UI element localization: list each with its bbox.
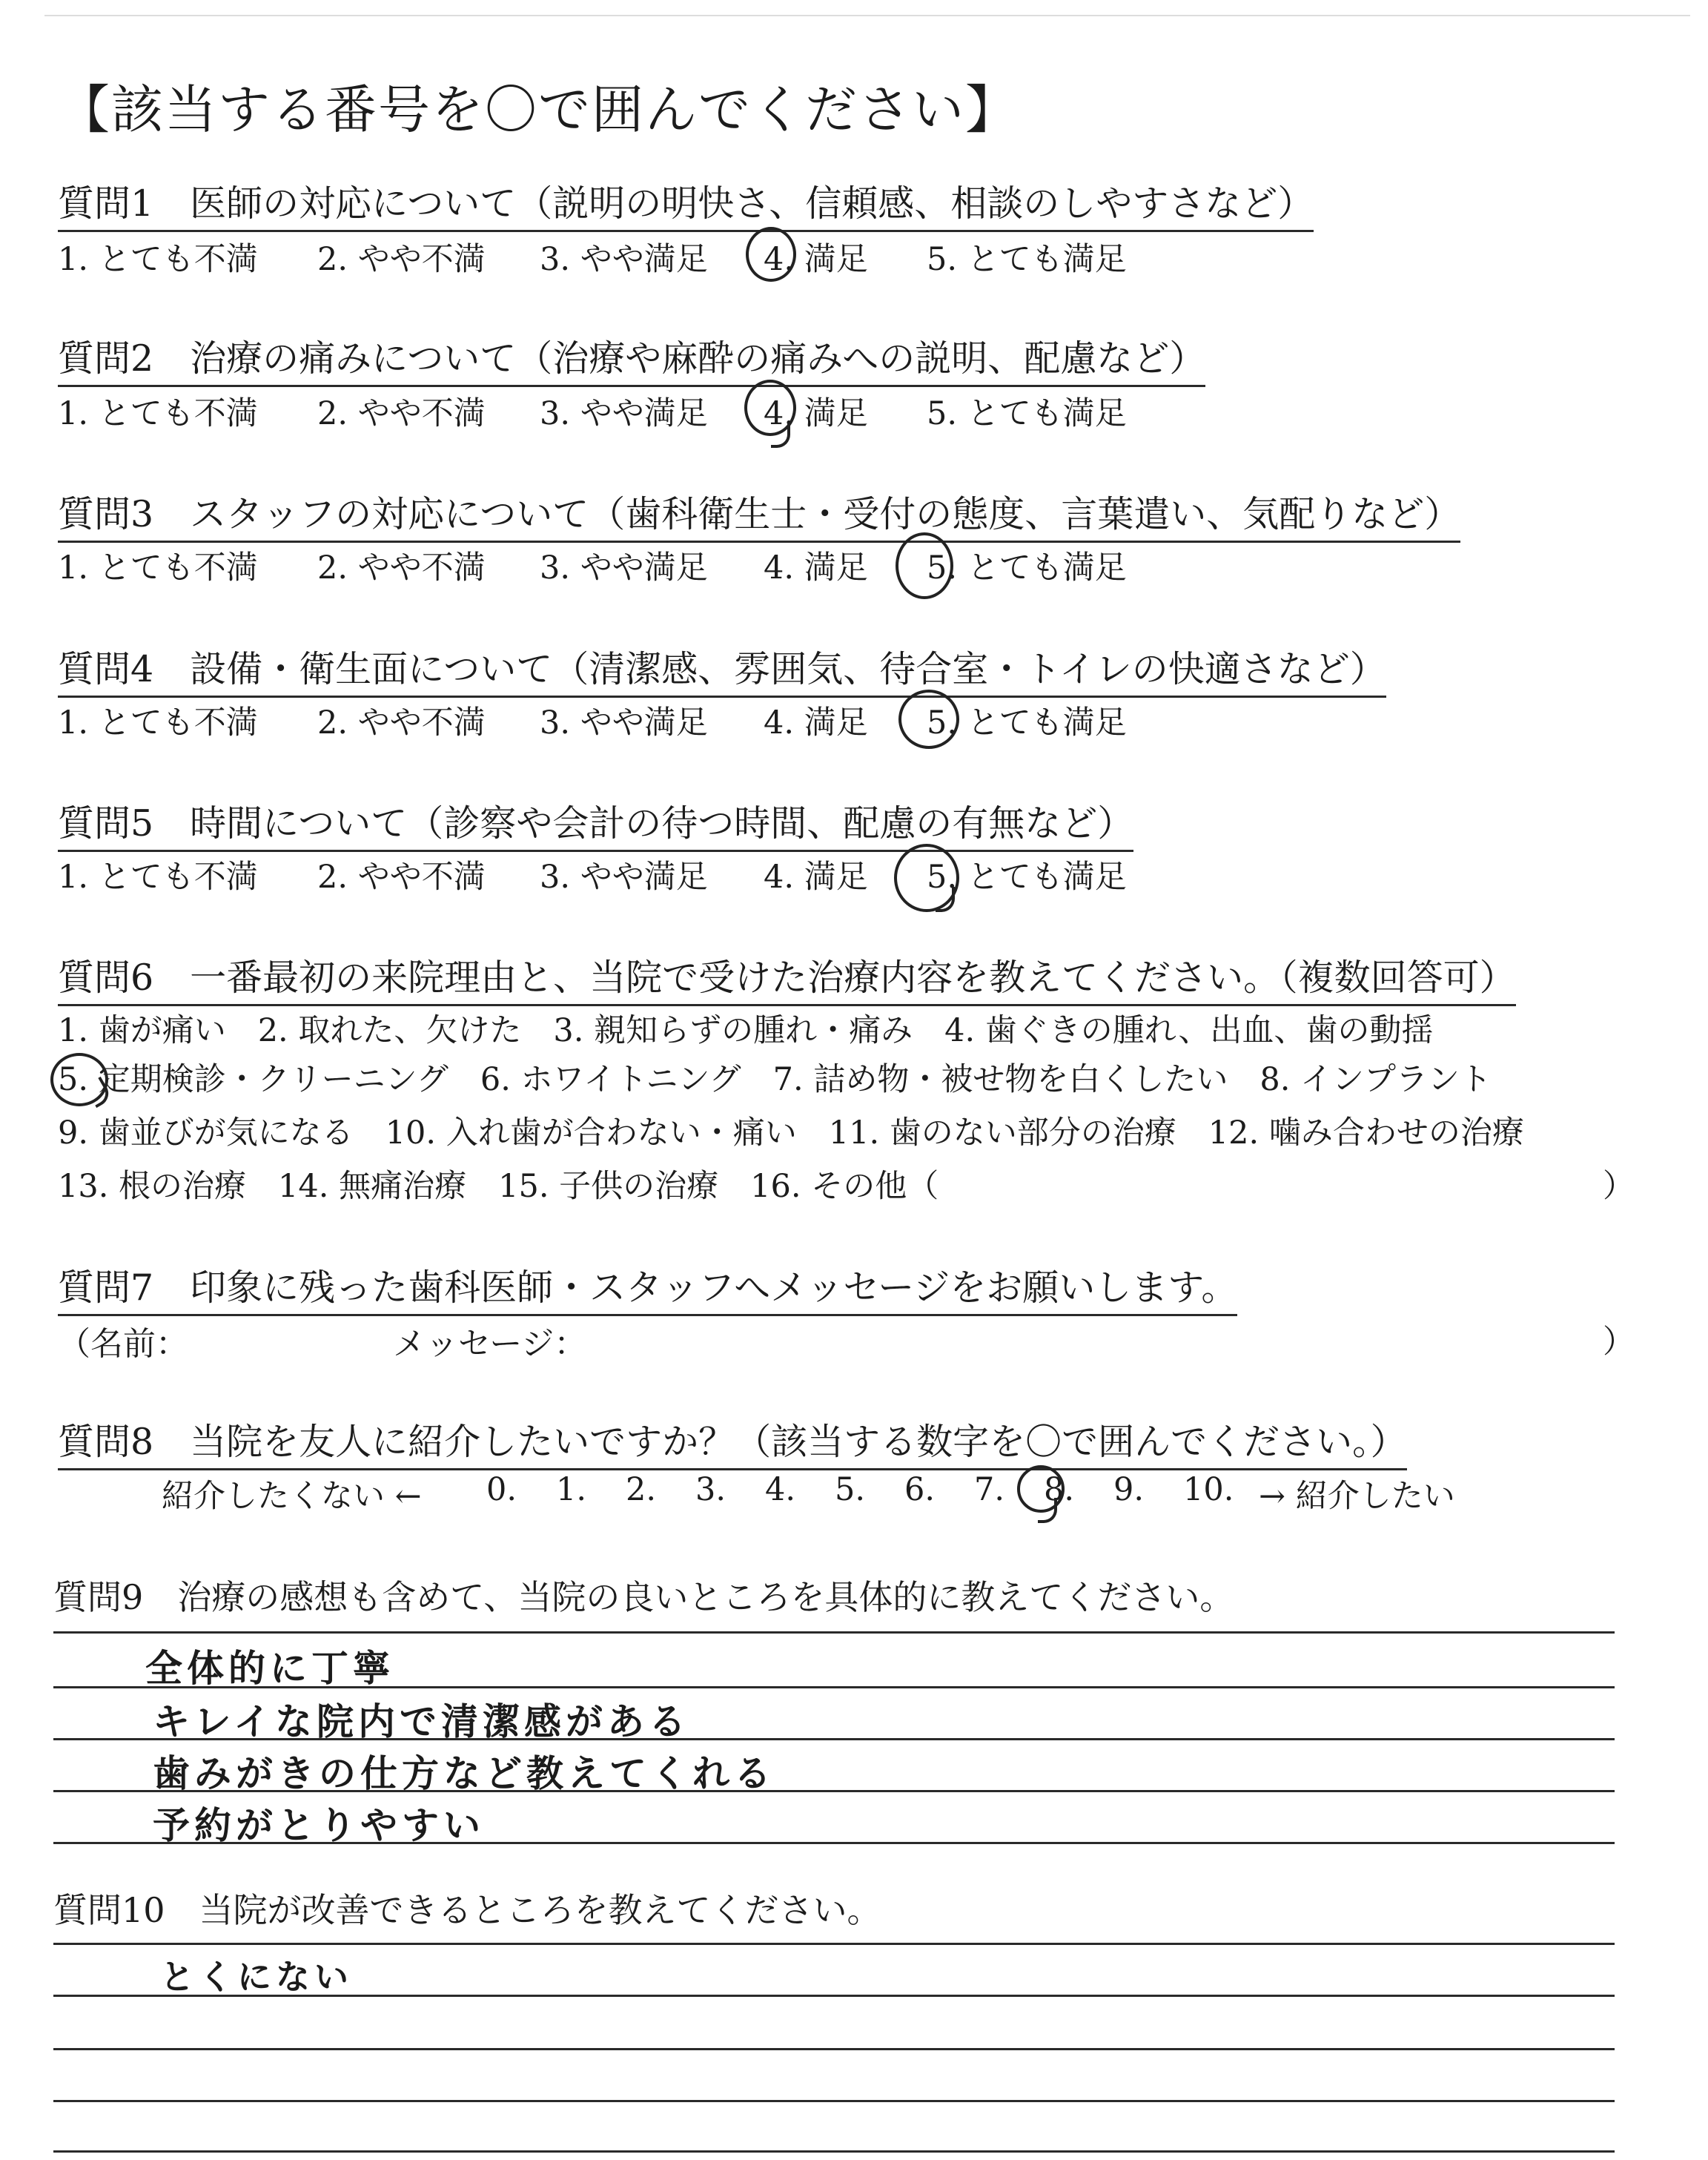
q2-selection-tail [771,423,790,448]
q4-selection-circle [898,690,959,749]
q9-answer-line-2[interactable]: キレイな院内で清潔感がある [153,1700,690,1743]
question-2-label: 質問2 治療の痛みについて（治療や麻酔の痛みへの説明、配慮など） [58,330,1205,387]
q10-rule-3 [53,2048,1615,2050]
q5-selection-tail [936,887,955,912]
q2-option-5[interactable]: 5. とても満足 [927,395,1127,432]
question-8-label: 質問8 当院を友人に紹介したいですか？（該当する数字を〇で囲んでください。） [58,1413,1407,1470]
q3-option-5[interactable]: 5. とても満足 [927,549,1127,587]
q4-option-4[interactable]: 4. 満足 [764,704,868,742]
q3-selection-circle [896,532,953,599]
q8-option-7[interactable]: 7. [974,1471,1005,1508]
q1-option-5[interactable]: 5. とても満足 [927,241,1127,278]
question-1-label: 質問1 医師の対応について（説明の明快さ、信頼感、相談のしやすさなど） [58,175,1314,232]
q8-option-9[interactable]: 9. [1113,1471,1145,1508]
q4-option-1[interactable]: 1. とても不満 [58,704,258,742]
q6-option-row-2[interactable]: 5. 定期検診・クリーニング 6. ホワイトニング 7. 詰め物・被せ物を白くしたい 8. インプラント [58,1061,1492,1098]
q8-option-2[interactable]: 2. [626,1471,657,1508]
question-3-label: 質問3 スタッフの対応について（歯科衛生士・受付の態度、言葉遣い、気配りなど） [58,486,1460,543]
q7-message-label: メッセージ： [393,1325,587,1363]
q10-rule-4 [53,2100,1615,2102]
q5-option-1[interactable]: 1. とても不満 [58,859,258,896]
q8-right-label: → 紹介したい [1259,1478,1455,1515]
q4-option-5[interactable]: 5. とても満足 [927,704,1127,742]
q4-option-2[interactable]: 2. やや不満 [317,704,486,742]
q9-rule-1 [53,1631,1615,1634]
q8-option-3[interactable]: 3. [695,1471,726,1508]
q6-other-close-paren: ） [1603,1168,1635,1205]
q1-option-3[interactable]: 3. やや満足 [540,241,708,278]
q1-option-4[interactable]: 4. 満足 [764,241,868,278]
question-4-label: 質問4 設備・衛生面について（清潔感、雰囲気、待合室・トイレの快適さなど） [58,641,1386,698]
q10-rule-5 [53,2150,1615,2153]
q10-rule-1 [53,1943,1615,1945]
q1-option-2[interactable]: 2. やや不満 [317,241,486,278]
question-9-label: 質問9 治療の感想も含めて、当院の良いところを具体的に教えてください。 [53,1577,1234,1617]
question-10-label: 質問10 当院が改善できるところを教えてください。 [53,1890,881,1930]
form-instruction-title: 【該当する番号を〇で囲んでください】 [58,79,1019,140]
q1-option-1[interactable]: 1. とても不満 [58,241,258,278]
q8-option-6[interactable]: 6. [904,1471,936,1508]
q6-option-row-3[interactable]: 9. 歯並びが気になる 10. 入れ歯が合わない・痛い 11. 歯のない部分の治療 12. 噛み合わせの治療 [58,1114,1524,1152]
question-5-label: 質問5 時間について（診察や会計の待つ時間、配慮の有無など） [58,795,1133,852]
q9-answer-line-3[interactable]: 歯みがきの仕方など教えてくれる [153,1752,775,1795]
q8-option-8[interactable]: 8. [1044,1471,1075,1508]
q5-option-3[interactable]: 3. やや満足 [540,859,708,896]
q8-option-10[interactable]: 10. [1183,1471,1234,1508]
q2-option-3[interactable]: 3. やや満足 [540,395,708,432]
q8-option-4[interactable]: 4. [765,1471,796,1508]
q9-answer-line-1[interactable]: 全体的に丁寧 [145,1647,394,1690]
q2-option-1[interactable]: 1. とても不満 [58,395,258,432]
q4-option-3[interactable]: 3. やや満足 [540,704,708,742]
q2-option-2[interactable]: 2. やや不満 [317,395,486,432]
q5-option-4[interactable]: 4. 満足 [764,859,868,896]
question-6-label: 質問6 一番最初の来院理由と、当院で受けた治療内容を教えてください。（複数回答可） [58,949,1516,1006]
q8-option-0[interactable]: 0. [486,1471,517,1508]
q8-option-5[interactable]: 5. [835,1471,866,1508]
q7-name-label: （名前： [58,1325,188,1363]
q8-selection-tail [1038,1498,1057,1523]
q2-option-4[interactable]: 4. 満足 [764,395,868,432]
q8-left-label: 紹介したくない ← [162,1478,422,1515]
q6-option-row-4[interactable]: 13. 根の治療 14. 無痛治療 15. 子供の治療 16. その他（ [58,1168,939,1205]
q1-selection-circle [746,227,796,282]
q5-option-5[interactable]: 5. とても満足 [927,859,1127,896]
q6-option-row-1[interactable]: 1. 歯が痛い 2. 取れた、欠けた 3. 親知らずの腫れ・痛み 4. 歯ぐきの腫れ、出血、歯の動揺 [58,1012,1434,1049]
q3-option-2[interactable]: 2. やや不満 [317,549,486,587]
question-7-label: 質問7 印象に残った歯科医師・スタッフへメッセージをお願いします。 [58,1259,1237,1316]
q3-option-1[interactable]: 1. とても不満 [58,549,258,587]
q3-option-3[interactable]: 3. やや満足 [540,549,708,587]
q3-option-4[interactable]: 4. 満足 [764,549,868,587]
top-rule [44,15,1690,16]
q5-option-2[interactable]: 2. やや不満 [317,859,486,896]
q10-answer-line-1[interactable]: とくにない [160,1957,353,1997]
q7-close-paren: ） [1603,1324,1635,1361]
q9-answer-line-4[interactable]: 予約がとりやすい [153,1804,485,1847]
q8-option-1[interactable]: 1. [556,1471,587,1508]
